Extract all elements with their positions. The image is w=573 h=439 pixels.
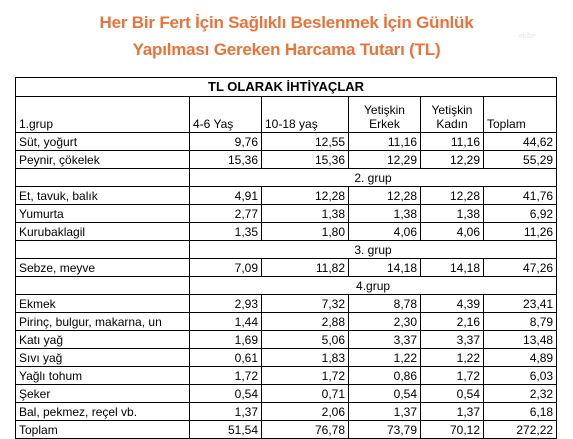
cell-adult-female: 0,54 — [421, 385, 484, 403]
cell-total: 6,03 — [484, 367, 557, 385]
table-row — [16, 187, 557, 205]
cell-total: 13,48 — [484, 331, 557, 349]
cell-total: 4,89 — [484, 349, 557, 367]
cell-total: 6,18 — [484, 403, 557, 421]
table-row — [16, 205, 557, 223]
cell-age-4-6: 0,61 — [190, 349, 262, 367]
cell-adult-female: 2,16 — [421, 313, 484, 331]
cell-age-10-18: 1,83 — [262, 349, 349, 367]
header-total: Toplam — [484, 97, 557, 133]
cell-adult-female: 12,29 — [421, 151, 484, 169]
cell-adult-female: 4,06 — [421, 223, 484, 241]
cell-age-10-18: 2,88 — [262, 313, 349, 331]
header-adult-female-line2: Kadın — [436, 117, 468, 131]
header-adult-male-line2: Erkek — [369, 117, 400, 131]
cell-adult-female: 11,16 — [421, 133, 484, 151]
cell-total: 11,26 — [484, 223, 557, 241]
cell-total: 8,79 — [484, 313, 557, 331]
row-label: Bal, pekmez, reçel vb. — [16, 403, 190, 421]
group-row — [16, 169, 557, 187]
table-row — [16, 331, 557, 349]
cell-total: 55,29 — [484, 151, 557, 169]
cell-age-10-18: 12,28 — [262, 187, 349, 205]
cell-age-10-18: 1,38 — [262, 205, 349, 223]
cell-age-10-18: 1,72 — [262, 367, 349, 385]
cell-age-10-18: 1,80 — [262, 223, 349, 241]
cell-age-10-18: 5,06 — [262, 331, 349, 349]
table-row — [16, 133, 557, 151]
cell-age-4-6: 0,54 — [190, 385, 262, 403]
group-row-blank-cell — [16, 241, 190, 259]
cell-adult-male: 1,38 — [349, 205, 421, 223]
row-label: Ekmek — [16, 295, 190, 313]
table-row — [16, 385, 557, 403]
cell-age-10-18: 2,06 — [262, 403, 349, 421]
cell-age-4-6: 1,35 — [190, 223, 262, 241]
header-adult-male-line1: Yetişkin — [364, 103, 405, 117]
cell-adult-male: 14,18 — [349, 259, 421, 277]
cell-adult-female: 3,37 — [421, 331, 484, 349]
group-label: 3. grup — [190, 241, 557, 259]
cell-total: 2,32 — [484, 385, 557, 403]
cell-total: 44,62 — [484, 133, 557, 151]
row-label: Peynir, çökelek — [16, 151, 190, 169]
cell-total: 272,22 — [484, 421, 557, 439]
cell-total: 47,26 — [484, 259, 557, 277]
row-label: Yağlı tohum — [16, 367, 190, 385]
needs-table — [15, 77, 557, 439]
title-line-1: Her Bir Fert İçin Sağlıklı Beslenmek İçin Günlük — [99, 13, 474, 32]
row-label: Et, tavuk, balık — [16, 187, 190, 205]
row-label: Şeker — [16, 385, 190, 403]
table-row — [16, 223, 557, 241]
cell-age-10-18: 76,78 — [262, 421, 349, 439]
cell-adult-male: 12,28 — [349, 187, 421, 205]
cell-age-10-18: 12,55 — [262, 133, 349, 151]
table-header-row — [16, 97, 557, 133]
cell-adult-male: 0,54 — [349, 385, 421, 403]
cell-age-4-6: 51,54 — [190, 421, 262, 439]
cell-adult-male: 1,22 — [349, 349, 421, 367]
cell-adult-male: 8,78 — [349, 295, 421, 313]
cell-age-4-6: 1,44 — [190, 313, 262, 331]
cell-age-10-18: 15,36 — [262, 151, 349, 169]
cell-adult-female: 1,37 — [421, 403, 484, 421]
cell-adult-female: 14,18 — [421, 259, 484, 277]
cell-adult-female: 1,38 — [421, 205, 484, 223]
header-adult-female — [421, 97, 484, 133]
table-title-row — [16, 78, 557, 97]
cell-age-10-18: 7,32 — [262, 295, 349, 313]
table-row — [16, 295, 557, 313]
cell-age-4-6: 4,91 — [190, 187, 262, 205]
row-label: Süt, yoğurt — [16, 133, 190, 151]
table-row — [16, 349, 557, 367]
cell-adult-male: 12,29 — [349, 151, 421, 169]
header-age-4-6: 4-6 Yaş — [190, 97, 262, 133]
cell-age-4-6: 9,76 — [190, 133, 262, 151]
cell-total: 6,92 — [484, 205, 557, 223]
cell-adult-female: 1,72 — [421, 367, 484, 385]
cell-adult-male: 73,79 — [349, 421, 421, 439]
cell-adult-male: 4,06 — [349, 223, 421, 241]
group-row-blank-cell — [16, 277, 190, 295]
cell-age-4-6: 1,69 — [190, 331, 262, 349]
table-row — [16, 259, 557, 277]
cell-age-4-6: 2,93 — [190, 295, 262, 313]
group-row-blank-cell — [16, 169, 190, 187]
cell-adult-male: 11,16 — [349, 133, 421, 151]
cell-adult-female: 4,39 — [421, 295, 484, 313]
table-row — [16, 151, 557, 169]
cell-age-4-6: 7,09 — [190, 259, 262, 277]
header-age-10-18: 10-18 yaş — [262, 97, 349, 133]
group-label: 2. grup — [190, 169, 557, 187]
row-label: Yumurta — [16, 205, 190, 223]
cell-adult-female: 70,12 — [421, 421, 484, 439]
cell-adult-female: 12,28 — [421, 187, 484, 205]
header-adult-female-line1: Yetişkin — [431, 103, 473, 117]
row-label: Toplam — [16, 421, 190, 439]
cell-adult-male: 0,86 — [349, 367, 421, 385]
title-line-2: Yapılması Gereken Harcama Tutarı (TL) — [132, 40, 441, 59]
watermark-text: ekibe — [519, 33, 536, 40]
cell-adult-male: 2,30 — [349, 313, 421, 331]
row-label: Sıvı yağ — [16, 349, 190, 367]
row-label: Sebze, meyve — [16, 259, 190, 277]
table-row — [16, 367, 557, 385]
row-label: Kurubaklagil — [16, 223, 190, 241]
table-row — [16, 313, 557, 331]
cell-adult-female: 1,22 — [421, 349, 484, 367]
cell-adult-male: 1,37 — [349, 403, 421, 421]
cell-age-4-6: 1,72 — [190, 367, 262, 385]
cell-total: 41,76 — [484, 187, 557, 205]
table-title: TL OLARAK İHTİYAÇLAR — [16, 78, 557, 97]
group-1-label: 1.grup — [16, 97, 190, 133]
cell-age-10-18: 11,82 — [262, 259, 349, 277]
group-row — [16, 241, 557, 259]
group-label: 4.grup — [190, 277, 557, 295]
cell-adult-male: 3,37 — [349, 331, 421, 349]
table-row — [16, 403, 557, 421]
cell-total: 23,41 — [484, 295, 557, 313]
row-label: Pirinç, bulgur, makarna, un — [16, 313, 190, 331]
row-label: Katı yağ — [16, 331, 190, 349]
cell-age-4-6: 1,37 — [190, 403, 262, 421]
cell-age-10-18: 0,71 — [262, 385, 349, 403]
cell-age-4-6: 15,36 — [190, 151, 262, 169]
header-adult-male — [349, 97, 421, 133]
group-row — [16, 277, 557, 295]
cell-age-4-6: 2,77 — [190, 205, 262, 223]
